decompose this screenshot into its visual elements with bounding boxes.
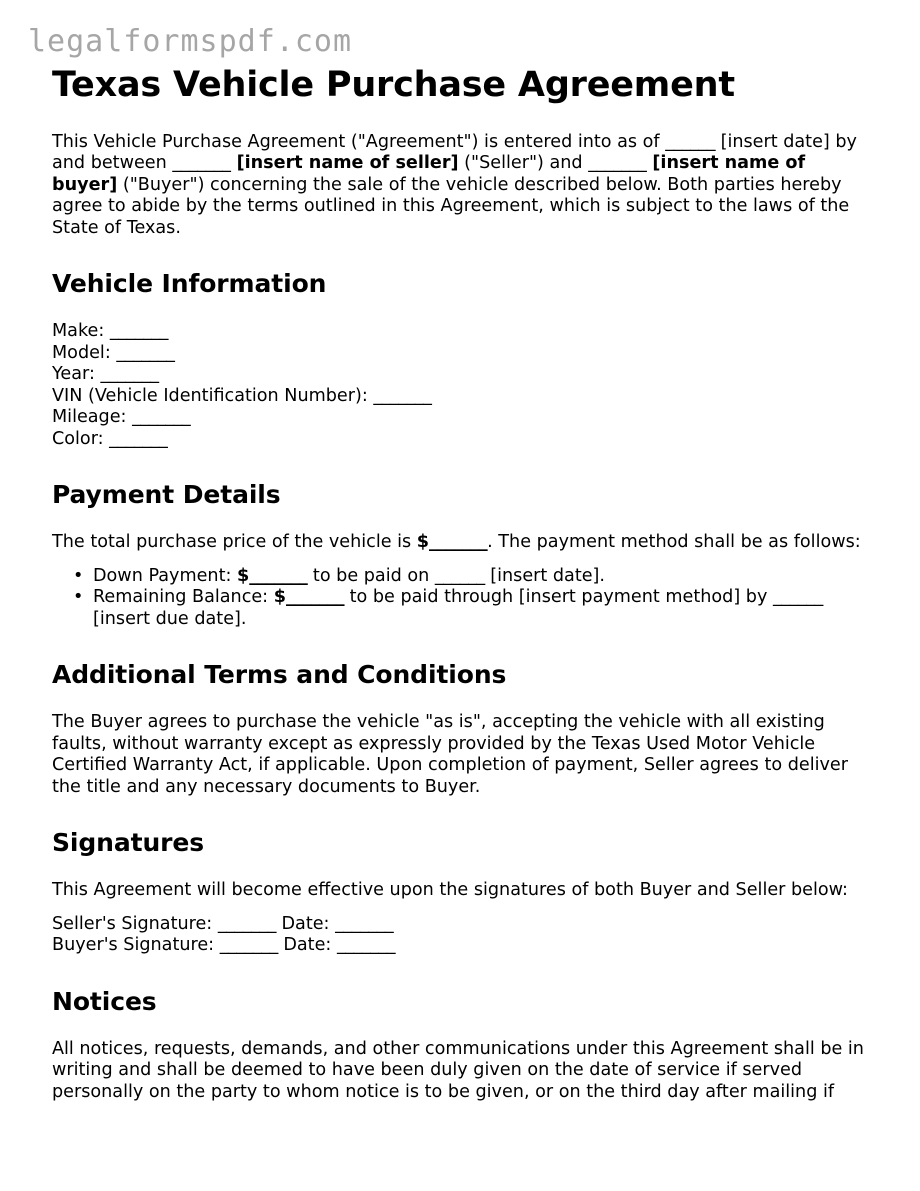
intro-paragraph: [52, 132, 864, 240]
down-payment-part-3: [insert date].: [484, 565, 605, 586]
field-mileage: [52, 407, 864, 429]
payment-total-blank: _______: [429, 532, 488, 553]
intro-blank-buyer: _______: [588, 153, 647, 174]
down-payment-amount-blank: _______: [249, 565, 308, 586]
remaining-balance-amount-blank: _______: [285, 587, 345, 608]
field-make-blank: _______: [109, 321, 168, 342]
field-model-blank: _______: [116, 342, 175, 363]
remaining-balance-part-1: Remaining Balance:: [93, 587, 274, 608]
field-mileage-blank: _______: [132, 407, 191, 428]
seller-signature-blank: _______: [217, 913, 276, 934]
down-payment-part-1: Down Payment:: [93, 565, 237, 586]
remaining-balance-part-2: to be paid through [insert payment method] by: [344, 587, 773, 608]
seller-date-label: Date:: [275, 913, 336, 934]
field-make: [52, 321, 864, 343]
field-model: [52, 343, 864, 365]
field-year-blank: _______: [100, 364, 159, 385]
seller-signature-label: Seller's Signature:: [52, 913, 218, 934]
remaining-balance-part-3: [insert due date].: [93, 608, 247, 629]
additional-terms-paragraph: The Buyer agrees to purchase the vehicle "as is", accepting the vehicle with all existing faults, without warranty except as expressly provided by the Texas Used Motor Vehicle Certified Warranty Act, if applicable. Upon completion of payment, Seller agrees to deliver the title and any necessary documents to Buyer.: [52, 712, 848, 797]
section-heading-notices: Notices: [52, 986, 157, 1016]
buyer-signature-line: [52, 935, 864, 957]
section-heading-payment-details: Payment Details: [52, 480, 281, 510]
signature-lines: [52, 914, 864, 957]
intro-part-2: [insert date] by and between: [52, 131, 857, 174]
field-vin: [52, 386, 864, 408]
vehicle-information-fields: [52, 321, 864, 450]
intro-bold-buyer: [insert name of buyer]: [52, 153, 806, 195]
field-vin-label: VIN (Vehicle Identification Number):: [52, 385, 374, 406]
field-year: [52, 364, 864, 386]
field-color-blank: _______: [109, 428, 168, 449]
buyer-date-label: Date:: [277, 935, 337, 956]
field-year-label: Year:: [52, 364, 101, 385]
list-item-remaining-balance: [93, 587, 864, 630]
intro-bold-seller: [insert name of seller]: [230, 153, 459, 174]
buyer-date-blank: _______: [336, 935, 396, 956]
signatures-paragraph: This Agreement will become effective upon the signatures of both Buyer and Seller below:: [52, 880, 848, 901]
intro-part-3: ("Seller") and: [458, 153, 589, 174]
remaining-balance-currency-symbol: $: [273, 587, 286, 608]
field-vin-blank: _______: [373, 385, 432, 406]
document-content: [52, 66, 864, 1103]
section-heading-signatures: Signatures: [52, 828, 205, 858]
field-mileage-label: Mileage:: [52, 407, 133, 428]
payment-intro-part-2: . The payment method shall be as follows:: [487, 532, 861, 553]
page-title: Texas Vehicle Purchase Agreement: [52, 65, 735, 105]
buyer-signature-blank: _______: [219, 935, 278, 956]
intro-blank-date: ______: [665, 131, 716, 152]
section-heading-additional-terms: Additional Terms and Conditions: [52, 660, 507, 690]
down-payment-part-2: to be paid on: [307, 565, 435, 586]
payment-intro-paragraph: [52, 532, 864, 554]
field-color: [52, 429, 864, 451]
section-heading-vehicle-information: Vehicle Information: [52, 269, 327, 299]
field-make-label: Make:: [52, 321, 110, 342]
down-payment-currency-symbol: $: [237, 565, 250, 586]
buyer-signature-label: Buyer's Signature:: [52, 935, 220, 956]
intro-part-1: This Vehicle Purchase Agreement ("Agreement") is entered into as of: [52, 131, 666, 152]
field-color-label: Color:: [52, 428, 110, 449]
down-payment-date-blank: ______: [434, 565, 485, 586]
seller-signature-line: [52, 914, 864, 936]
seller-date-blank: _______: [335, 913, 394, 934]
notices-paragraph: All notices, requests, demands, and other communications under this Agreement shall be in writing and shall be deemed to have been duly given on the date of service if served personally on the party to whom notice is to be given, or on the third day after mailing if: [52, 1038, 864, 1102]
remaining-balance-date-blank: ______: [772, 587, 823, 608]
payment-bullet-list: [52, 566, 864, 631]
intro-blank-seller: _______: [172, 153, 231, 174]
watermark-legalformspdf: legalformspdf.com: [28, 24, 353, 59]
field-model-label: Model:: [52, 342, 117, 363]
intro-part-4: ("Buyer") concerning the sale of the vehicle described below. Both parties hereby agree to abide by the terms outlined in this Agreement, which is subject to the laws of the State of Texas.: [52, 174, 850, 238]
payment-intro-part-1: The total purchase price of the vehicle is: [52, 532, 417, 553]
list-item-down-payment: [93, 566, 864, 588]
payment-currency-symbol: $: [416, 532, 430, 553]
